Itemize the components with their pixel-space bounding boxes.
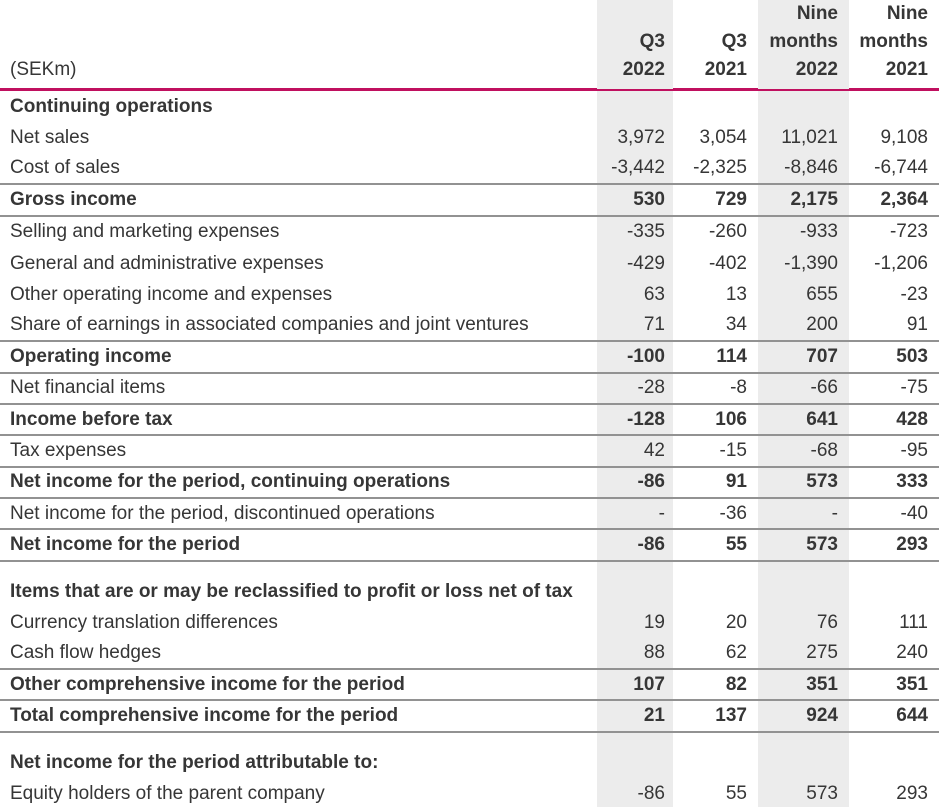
cell-value: 91 [725,471,747,493]
cell-value [673,733,758,747]
cell-value: 9,108 [880,127,928,149]
cell-value: 924 [758,701,849,730]
cell-value [758,733,849,747]
cell-value: 62 [725,642,747,664]
column-header-line: 2022 [795,59,838,80]
cell-value: - [758,499,849,528]
table-row [0,747,939,778]
cell-value: -6,744 [874,157,928,179]
cell-value: -86 [597,778,673,807]
cell-value: -86 [597,468,673,497]
cell-value: 3,972 [597,122,673,153]
cell-value: 275 [758,639,849,668]
cell-value: -335 [597,217,673,248]
cell-value: 111 [899,611,928,633]
column-header-line: months [859,31,928,52]
table-row [0,122,939,153]
cell-value: 530 [597,185,673,214]
table-row [0,639,939,670]
table-row [0,576,939,607]
cell-value [849,576,939,607]
cell-value: -3,442 [597,154,673,183]
cell-value: 55 [725,534,747,556]
cell-value: 573 [758,530,849,559]
column-header-line: Nine [886,3,928,24]
cell-value: -15 [719,439,747,461]
cell-value: 82 [725,673,747,695]
cell-value: -1,390 [758,248,849,279]
cell-value [849,747,939,778]
row-label [0,733,597,747]
cell-value: 34 [725,314,747,336]
cell-value: 114 [716,345,747,367]
table-row [0,499,939,530]
cell-value: -1,206 [874,252,928,274]
cell-value: -128 [597,405,673,434]
cell-value: 76 [758,607,849,638]
cell-value: -40 [900,502,928,524]
table-row [0,607,939,638]
row-label: Net income for the period attributable to: [10,751,379,773]
unit-label: (SEKm) [10,59,77,80]
table-row [0,405,939,436]
row-label: Continuing operations [10,95,213,117]
cell-value [849,733,939,747]
cell-value [673,576,758,607]
table-row [0,468,939,499]
cell-value: 19 [597,607,673,638]
row-label: Other comprehensive income for the period [10,673,405,695]
row-label: Income before tax [10,408,173,430]
row-label: Net sales [10,127,90,149]
spacer-row [0,562,939,576]
cell-value: 644 [896,705,928,727]
cell-value: -933 [758,217,849,248]
cell-value: 91 [906,314,928,336]
cell-value [758,91,849,122]
row-label: Cost of sales [10,157,120,179]
cell-value: 293 [896,782,928,804]
cell-value: 107 [597,670,673,699]
column-header-nine-months-2021 [849,0,939,89]
column-header-line: Q3 [639,31,665,52]
cell-value: -68 [758,436,849,465]
row-label: Net income for the period, discontinued operations [10,502,435,524]
cell-value: - [597,499,673,528]
cell-value [597,562,673,576]
cell-value: 42 [597,436,673,465]
cell-value: 707 [758,342,849,371]
cell-value: 2,364 [880,188,928,210]
table-row [0,374,939,405]
table-row [0,279,939,310]
table-body [0,91,939,807]
table-row [0,530,939,561]
column-header-line: 2022 [622,59,665,80]
row-label: Net income for the period [10,534,241,556]
table-row [0,311,939,342]
row-label: Other operating income and expenses [10,284,333,306]
cell-value: 106 [715,408,747,430]
cell-value: 2,175 [758,185,849,214]
cell-value: 71 [597,311,673,340]
cell-value: -36 [719,502,747,524]
cell-value: 13 [725,284,747,306]
column-header-nine-months-2022 [758,0,849,89]
cell-value [758,747,849,778]
cell-value: -75 [900,377,928,399]
table-row [0,185,939,216]
cell-value: 503 [896,345,928,367]
row-label: Selling and marketing expenses [10,221,280,243]
cell-value: 573 [758,778,849,807]
cell-value: -23 [900,284,928,306]
cell-value: 240 [896,642,928,664]
cell-value: 573 [758,468,849,497]
row-label: Cash flow hedges [10,642,162,664]
cell-value: -28 [597,374,673,403]
cell-value [597,91,673,122]
cell-value: -8,846 [758,154,849,183]
table-row [0,436,939,467]
row-label: Gross income [10,188,137,210]
cell-value [673,91,758,122]
column-header-line: 2021 [704,59,747,80]
cell-value: 200 [758,311,849,340]
table-row [0,248,939,279]
cell-value: -429 [597,248,673,279]
cell-value: -66 [758,374,849,403]
cell-value: -100 [597,342,673,371]
row-label [0,562,597,576]
row-label: Total comprehensive income for the period [10,705,399,727]
row-label: Net financial items [10,377,166,399]
row-label: Tax expenses [10,439,127,461]
cell-value: 333 [896,471,928,493]
cell-value: 428 [896,408,928,430]
cell-value: -95 [900,439,928,461]
cell-value: -260 [708,221,747,243]
cell-value [849,91,939,122]
cell-value: 293 [896,534,928,556]
row-label: Items that are or may be reclassified to profit or loss net of tax [10,580,573,602]
table-header [0,0,939,91]
cell-value: 21 [597,701,673,730]
cell-value: 88 [597,639,673,668]
row-label: Operating income [10,345,172,367]
cell-value: 351 [896,673,928,695]
row-label: Net income for the period, continuing operations [10,471,451,493]
column-header-line: Nine [796,3,838,24]
cell-value: -402 [708,252,747,274]
table-row [0,670,939,701]
spacer-row [0,733,939,747]
table-row [0,778,939,807]
cell-value: -86 [597,530,673,559]
column-header-q3-2022 [597,0,673,89]
cell-value: 11,021 [758,122,849,153]
cell-value: 3,054 [699,127,747,149]
cell-value: 63 [597,279,673,310]
table-row [0,701,939,732]
cell-value [597,733,673,747]
cell-value: 137 [715,705,747,727]
column-header-line: 2021 [885,59,928,80]
cell-value: 655 [758,279,849,310]
row-label: General and administrative expenses [10,252,324,274]
cell-value: 55 [725,782,747,804]
cell-value [597,576,673,607]
cell-value [758,562,849,576]
cell-value: 351 [758,670,849,699]
cell-value: -723 [889,221,928,243]
cell-value [597,747,673,778]
cell-value: 641 [758,405,849,434]
cell-value: 20 [725,611,747,633]
cell-value: 729 [715,188,747,210]
cell-value: -8 [730,377,747,399]
cell-value [673,562,758,576]
row-label: Share of earnings in associated companies and joint ventures [10,314,529,336]
cell-value [758,576,849,607]
cell-value [849,562,939,576]
column-header-line: Q3 [721,31,747,52]
table-row [0,91,939,122]
column-header-q3-2021 [673,0,758,89]
table-row [0,217,939,248]
cell-value [673,747,758,778]
table-row [0,342,939,373]
cell-value: -2,325 [693,157,747,179]
table-row [0,154,939,185]
row-label: Equity holders of the parent company [10,782,325,804]
column-header-line: months [769,31,838,52]
row-label: Currency translation differences [10,611,278,633]
